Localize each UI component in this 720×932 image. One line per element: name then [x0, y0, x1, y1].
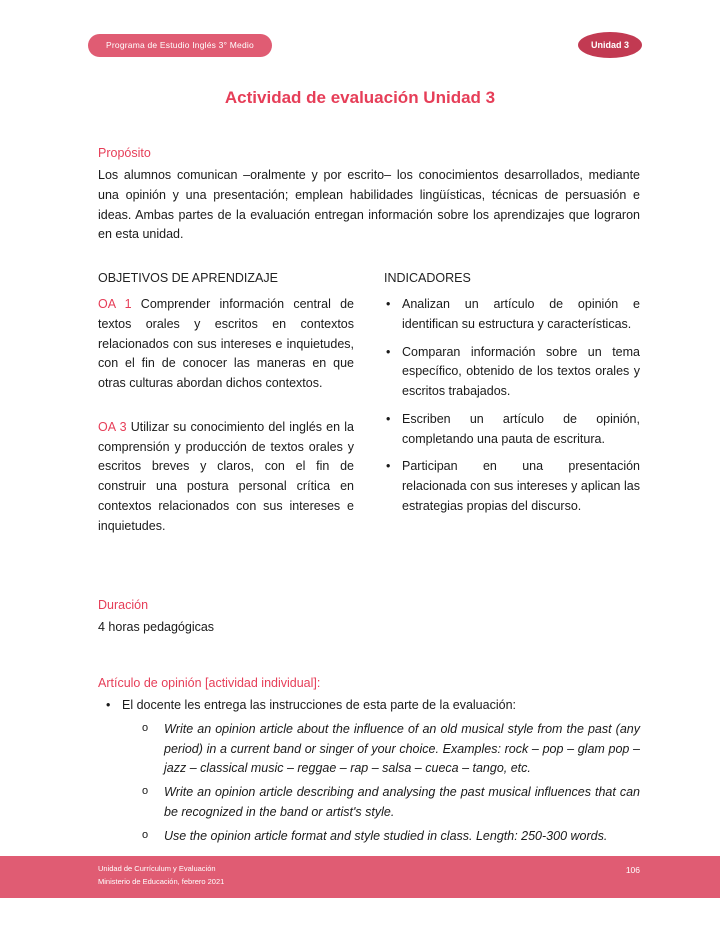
indicators-column	[384, 271, 640, 560]
page-number: 106	[625, 865, 640, 875]
footer-line-1: Unidad de Currículum y Evaluación	[98, 864, 216, 873]
indicator-item: • Analizan un artículo de opinión e identifican su estructura y características.	[384, 295, 640, 335]
proposito-heading: Propósito	[98, 146, 151, 160]
actividad-bullet: • El docente les entrega las instrucciones de esta parte de la evaluación:	[98, 696, 640, 716]
objectives-column	[98, 271, 354, 560]
oa1-code: OA 1	[98, 297, 132, 311]
duracion-text: 4 horas pedagógicas	[98, 620, 215, 635]
actividad-sub-bullet: o Use the opinion article format and style studied in class. Length: 250-300 words.	[98, 827, 640, 847]
page-title: Actividad de evaluación Unidad 3	[224, 88, 496, 107]
footer-publisher	[98, 863, 224, 889]
oa3-text: Utilizar su conocimiento del inglés en la comprensión y producción de textos orales y escritos breves y claros, con el fin de construir una postura personal crítica en contextos relacionados con sus intereses e inquietudes.	[98, 419, 354, 533]
program-badge: Programa de Estudio Inglés 3° Medio	[88, 34, 272, 57]
page-header	[0, 0, 720, 58]
indicator-item: • Participan en una presentación relacionada con sus intereses y aplican las estrategias propias del discurso.	[384, 457, 640, 516]
indicator-item: • Escriben un artículo de opinión, completando una pauta de escritura.	[384, 410, 640, 450]
actividad-sub-bullet: o Write an opinion article about the influence of an old musical style from the past (any period) in a current band or singer of your choice. Examples: rock – pop – glam pop – jazz – classical music – reggae – rap – salsa – cueca – tango, etc.	[98, 720, 640, 779]
objectives-heading: OBJETIVOS DE APRENDIZAJE	[98, 271, 278, 285]
indicator-item: • Comparan información sobre un tema específico, obtenido de los textos orales y escritos trabajados.	[384, 343, 640, 402]
indicators-group-1	[384, 295, 640, 402]
duracion-heading: Duración	[98, 598, 149, 613]
oa1-block	[98, 295, 354, 394]
objectives-indicators-table	[98, 271, 640, 560]
actividad-heading: Artículo de opinión [actividad individual]:	[98, 676, 321, 690]
oa3-code: OA 3	[98, 419, 127, 434]
proposito-text: Los alumnos comunican –oralmente y por escrito– los conocimientos desarrollados, mediante una opinión y una presentación; emplean habilidades lingüísticas, técnicas de persuasión e ideas. Ambas partes de la evaluación entregan información sobre los aprendizajes que lograron en esta unidad.	[98, 168, 640, 242]
indicators-heading: INDICADORES	[384, 271, 471, 285]
oa3-block	[98, 418, 354, 537]
page-footer	[0, 856, 720, 898]
actividad-sub-bullet: o Write an opinion article describing and analysing the past musical influences that can be recognized in the band or artist's style.	[98, 783, 640, 823]
unit-badge: Unidad 3	[578, 32, 642, 58]
oa1-text: Comprender información central de textos orales y escritos en contextos relacionados con sus intereses e inquietudes, con el fin de conocer las maneras en que otras culturas abordan dichos contextos.	[98, 297, 354, 390]
document-body	[0, 146, 720, 846]
indicators-group-2	[384, 410, 640, 517]
footer-line-2: Ministerio de Educación, febrero 2021	[98, 876, 225, 886]
